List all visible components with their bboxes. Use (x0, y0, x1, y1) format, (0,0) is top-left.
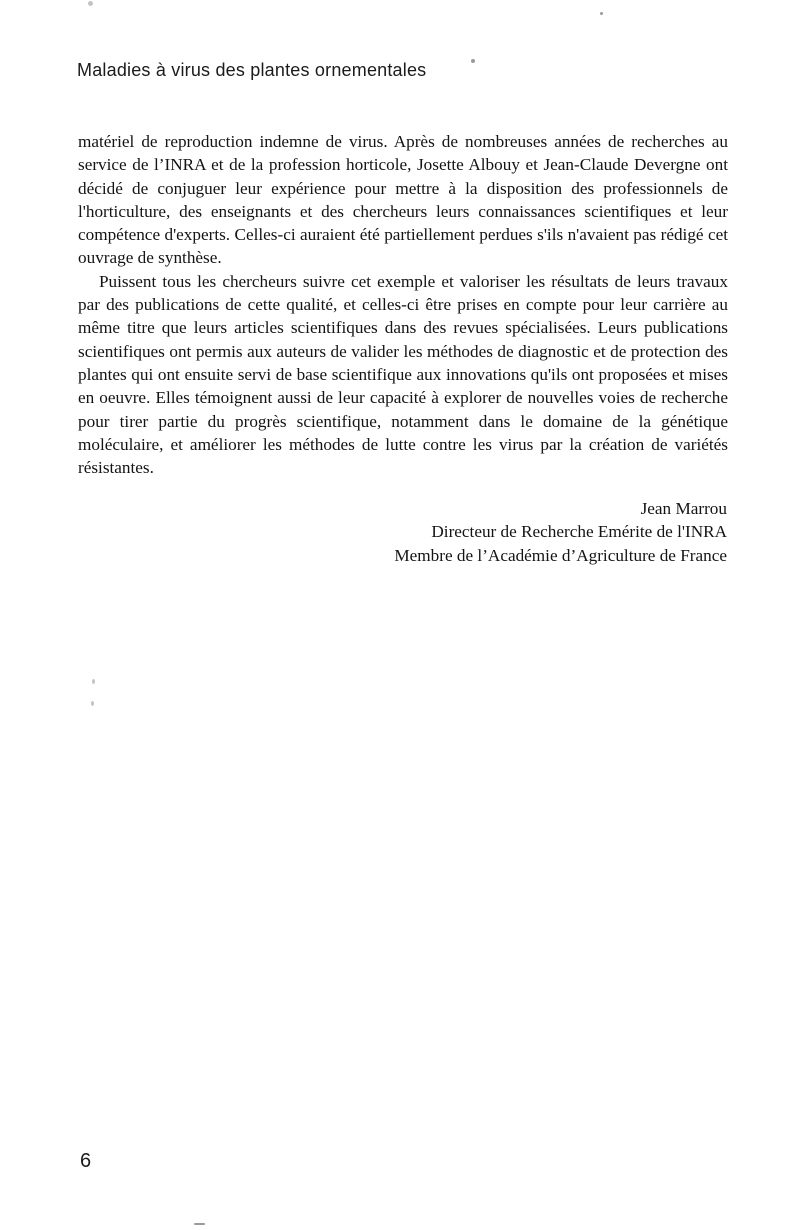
scan-speck (91, 701, 94, 706)
page-number: 6 (80, 1150, 92, 1172)
scan-speck (88, 1, 93, 6)
signature-title-2: Membre de l’Académie d’Agriculture de France (394, 545, 727, 565)
signature-title-1: Directeur de Recherche Emérite de l'INRA (431, 522, 727, 542)
signature-name: Jean Marrou (640, 499, 727, 518)
paragraph-2: Puissent tous les chercheurs suivre cet exemple et valoriser les résultats de leurs travaux par des publications de cette qualité, et celles-ci être prises en compte pour leur carrière au même titre que leurs articles scientifiques dans des revues spécialisées. Leurs publications scientifiques ont permis aux auteurs de valider les méthodes de diagnostic et de protection des plantes qui ont ensuite servi de base scientifique aux innovations qu'ils ont proposées et mises en oeuvre. Elles témoignent aussi de leur capacité à explorer de nouvelles voies de recherche pour tirer partie du progrès scientifique, notamment dans le domaine de la génétique moléculaire, et améliorer les méthodes de lutte contre les virus par la création de variétés résistantes. (78, 271, 728, 478)
scan-speck (92, 679, 95, 684)
signature-block (394, 497, 727, 567)
scan-speck (600, 12, 603, 15)
scan-speck (471, 59, 475, 63)
paragraph-1: matériel de reproduction indemne de virus. Après de nombreuses années de recherches au service de l’INRA et de la profession horticole, Josette Albouy et Jean-Claude Devergne ont décidé de conjuguer leur expérience pour mettre à la disposition des professionnels de l'horticulture, des enseignants et des chercheurs leurs connaissances scientifiques et leur compétence d'experts. Celles-ci auraient été partiellement perdues s'ils n'avaient pas rédigé cet ouvrage de synthèse. (78, 132, 728, 268)
scan-speck (194, 1223, 205, 1225)
running-header: Maladies à virus des plantes ornementales (77, 60, 427, 80)
body-text (78, 130, 728, 479)
